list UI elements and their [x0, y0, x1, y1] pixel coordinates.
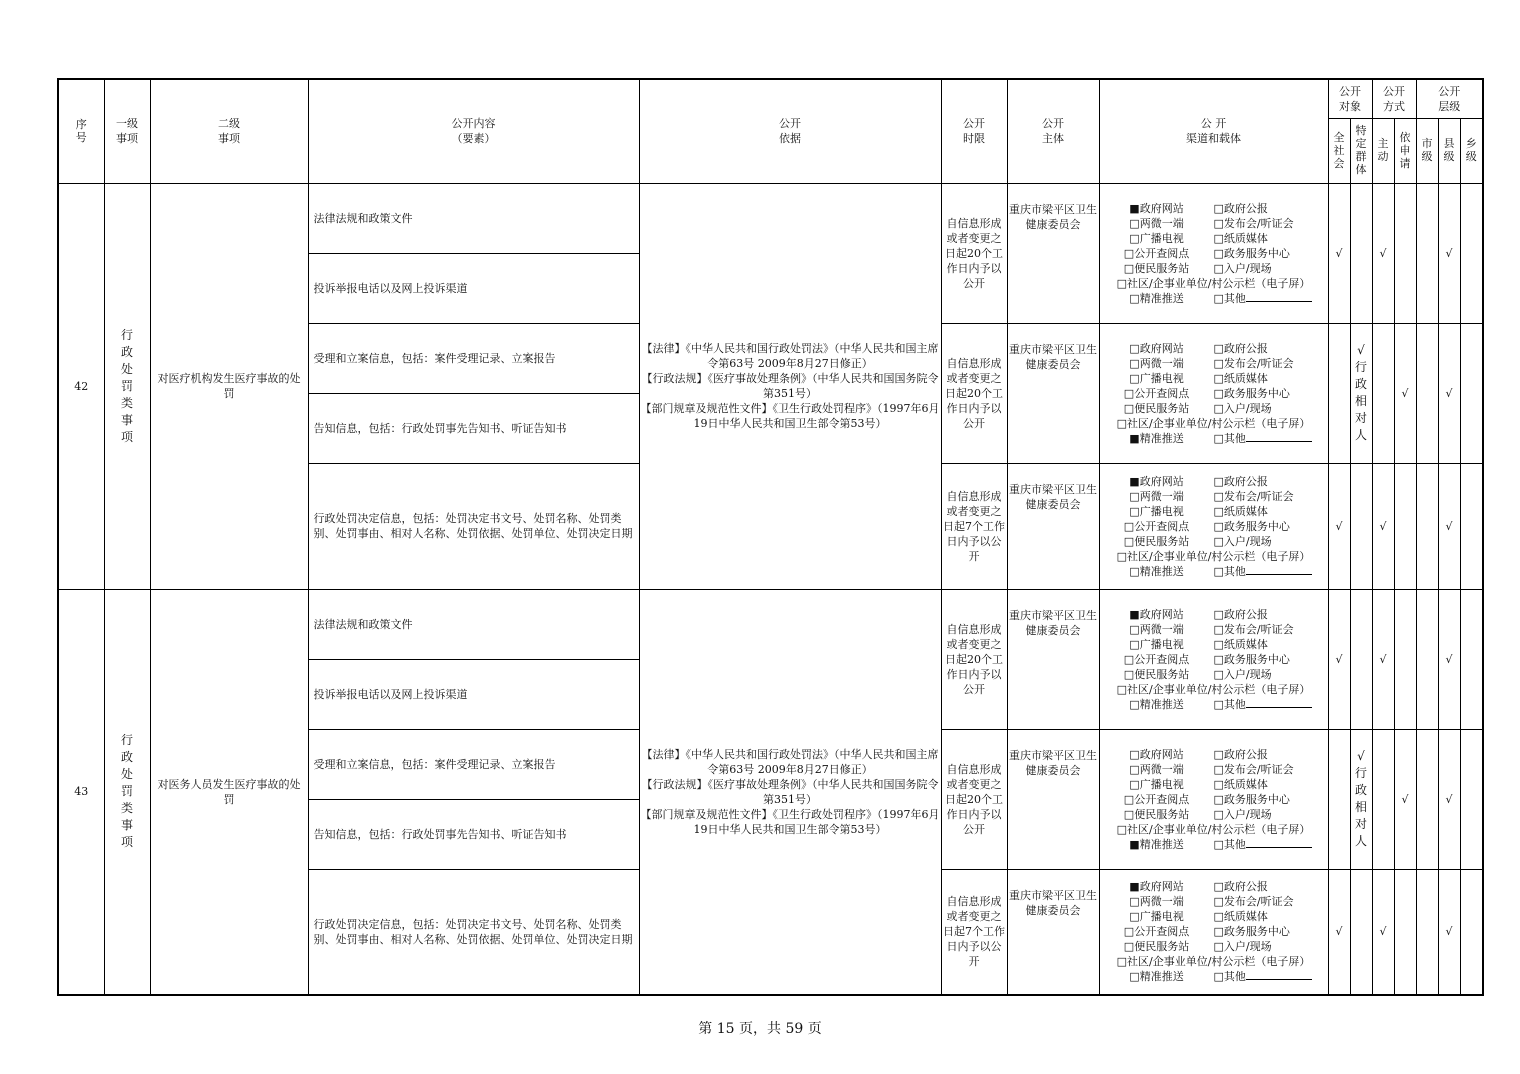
check-method-apply: √ [1394, 729, 1416, 869]
check-level-county: √ [1438, 589, 1460, 729]
checkbox-icon: □ [1129, 762, 1140, 776]
checkbox-icon: □ [1129, 216, 1140, 230]
check-level-county: √ [1438, 729, 1460, 869]
check-target-specific [1350, 183, 1372, 323]
checkbox-icon: □ [1213, 792, 1224, 806]
header-method-apply: 依申请 [1394, 118, 1416, 183]
checkbox-icon: □ [1213, 356, 1224, 370]
header-level-county: 县级 [1438, 118, 1460, 183]
checkbox-icon: □ [1123, 792, 1135, 806]
checkbox-icon: □ [1129, 747, 1140, 761]
checkbox-icon: □ [1129, 231, 1140, 245]
checkbox-icon: □ [1123, 534, 1135, 548]
checkbox-icon: □ [1213, 940, 1224, 954]
channel-list: ■政府网站 □政府公报 □两微一端 □发布会/听证会 □广播电视 □纸质媒体 □公开查阅点 □政务服务中心 □便民服务站 □入户/现场 □社区/企事业单位/村公示栏（电子屏） □精准推送 □其他 [1099, 463, 1328, 589]
content-cell: 行政处罚决定信息，包括：处罚决定书文号、处罚名称、处罚类别、处罚事由、相对人名称、处罚依据、处罚单位、处罚决定日期 [308, 463, 639, 589]
checkbox-icon: □ [1213, 216, 1224, 230]
content-cell: 法律法规和政策文件 [308, 589, 639, 659]
header-target: 公开对象 [1328, 79, 1372, 118]
checkbox-icon: □ [1123, 940, 1135, 954]
publish-subject: 重庆市梁平区卫生健康委员会 [1007, 463, 1099, 589]
item-level1: 行政处罚类事项 [104, 183, 150, 589]
checkbox-icon: □ [1213, 652, 1224, 666]
check-level-county: √ [1438, 463, 1460, 589]
header-seq: 序号 [58, 79, 104, 183]
checkbox-icon: □ [1123, 246, 1135, 260]
publish-subject: 重庆市梁平区卫生健康委员会 [1007, 729, 1099, 869]
header-method-active: 主动 [1372, 118, 1394, 183]
checkbox-icon: □ [1213, 489, 1224, 503]
check-target-specific: √行政相对人 [1350, 729, 1372, 869]
checkbox-icon: □ [1129, 637, 1140, 651]
publish-subject: 重庆市梁平区卫生健康委员会 [1007, 869, 1099, 995]
check-level-city [1416, 323, 1438, 463]
check-target-specific: √行政相对人 [1350, 323, 1372, 463]
checkbox-icon: □ [1213, 697, 1224, 711]
check-target-specific [1350, 869, 1372, 995]
channel-list: □政府网站 □政府公报 □两微一端 □发布会/听证会 □广播电视 □纸质媒体 □公开查阅点 □政务服务中心 □便民服务站 □入户/现场 □社区/企事业单位/村公示栏（电子屏） ■精准推送 □其他 [1099, 729, 1328, 869]
header-basis: 公开 依据 [639, 79, 941, 183]
time-limit: 自信息形成或者变更之日起7个工作日内予以公开 [941, 869, 1007, 995]
item-level2: 对医疗机构发生医疗事故的处罚 [150, 183, 308, 589]
checkbox-icon: □ [1116, 682, 1127, 696]
item-level2: 对医务人员发生医疗事故的处罚 [150, 589, 308, 995]
checkbox-icon: □ [1123, 925, 1135, 939]
checkbox-icon: □ [1213, 910, 1224, 924]
checkbox-icon: □ [1123, 519, 1135, 533]
checkbox-icon: □ [1213, 667, 1224, 681]
checkbox-icon: □ [1213, 895, 1224, 909]
checkbox-icon: □ [1213, 637, 1224, 651]
checkbox-icon: □ [1129, 622, 1140, 636]
checkbox-icon: □ [1213, 622, 1224, 636]
checkbox-icon: □ [1129, 356, 1140, 370]
checkbox-icon: □ [1129, 489, 1140, 503]
content-cell: 投诉举报电话以及网上投诉渠道 [308, 659, 639, 729]
checkbox-icon: □ [1123, 261, 1135, 275]
checkbox-icon: □ [1213, 291, 1224, 305]
time-limit: 自信息形成或者变更之日起20个工作日内予以公开 [941, 183, 1007, 323]
item-seq: 43 [58, 589, 104, 995]
channel-list: ■政府网站 □政府公报 □两微一端 □发布会/听证会 □广播电视 □纸质媒体 □公开查阅点 □政务服务中心 □便民服务站 □入户/现场 □社区/企事业单位/村公示栏（电子屏） □精准推送 □其他 [1099, 869, 1328, 995]
checkbox-icon: □ [1213, 246, 1224, 260]
time-limit: 自信息形成或者变更之日起7个工作日内予以公开 [941, 463, 1007, 589]
content-cell: 受理和立案信息，包括：案件受理记录、立案报告 [308, 323, 639, 393]
check-method-active [1372, 323, 1394, 463]
checkbox-icon: □ [1213, 925, 1224, 939]
checkbox-icon: □ [1213, 837, 1224, 851]
checkbox-icon: □ [1213, 401, 1224, 415]
check-method-apply [1394, 463, 1416, 589]
header-content: 公开内容 （要素） [308, 79, 639, 183]
channel-list: ■政府网站 □政府公报 □两微一端 □发布会/听证会 □广播电视 □纸质媒体 □公开查阅点 □政务服务中心 □便民服务站 □入户/现场 □社区/企事业单位/村公示栏（电子屏） □精准推送 □其他 [1099, 589, 1328, 729]
checkbox-icon: □ [1123, 652, 1135, 666]
checkbox-icon: □ [1213, 747, 1224, 761]
page-footer: 第 15 页，共 59 页 [698, 1021, 822, 1037]
checkbox-icon: □ [1116, 822, 1127, 836]
checkbox-icon: □ [1116, 955, 1127, 969]
checkbox-icon: □ [1129, 371, 1140, 385]
checkbox-icon: □ [1213, 231, 1224, 245]
time-limit: 自信息形成或者变更之日起20个工作日内予以公开 [941, 729, 1007, 869]
checkbox-icon: □ [1213, 386, 1224, 400]
basis-cell: 【法律】《中华人民共和国行政处罚法》（中华人民共和国主席令第63号 2009年8月27日修正） 【行政法规】《医疗事故处理条例》（中华人民共和国国务院令第351号） 【部门规章及规范性文件】《卫生行政处罚程序》（1997年6月19日中华人民共和国卫生部令第53号） [639, 589, 941, 995]
checkbox-icon: □ [1116, 416, 1127, 430]
check-level-town [1460, 729, 1483, 869]
checkbox-icon: □ [1213, 371, 1224, 385]
header-level1: 一级事项 [104, 79, 150, 183]
check-method-active: √ [1372, 869, 1394, 995]
check-target-all: √ [1328, 463, 1350, 589]
checkbox-icon: □ [1213, 504, 1224, 518]
checkbox-icon: □ [1129, 341, 1140, 355]
checkbox-icon: □ [1213, 431, 1224, 445]
check-level-city [1416, 589, 1438, 729]
check-target-all: √ [1328, 183, 1350, 323]
header-target-all: 全社会 [1328, 118, 1350, 183]
checkbox-icon: ■ [1129, 201, 1140, 215]
publish-subject: 重庆市梁平区卫生健康委员会 [1007, 589, 1099, 729]
checkbox-icon: □ [1213, 519, 1224, 533]
checkbox-icon: ■ [1129, 431, 1140, 445]
checkbox-icon: □ [1129, 564, 1140, 578]
check-level-city [1416, 183, 1438, 323]
check-method-apply [1394, 183, 1416, 323]
check-level-county: √ [1438, 869, 1460, 995]
check-target-specific [1350, 589, 1372, 729]
checkbox-icon: □ [1213, 341, 1224, 355]
checkbox-icon: ■ [1129, 880, 1140, 894]
check-target-all: √ [1328, 869, 1350, 995]
checkbox-icon: □ [1213, 807, 1224, 821]
checkbox-icon: □ [1129, 291, 1140, 305]
checkbox-icon: □ [1213, 777, 1224, 791]
content-cell: 行政处罚决定信息，包括：处罚决定书文号、处罚名称、处罚类别、处罚事由、相对人名称、处罚依据、处罚单位、处罚决定日期 [308, 869, 639, 995]
check-method-active: √ [1372, 589, 1394, 729]
channel-list: ■政府网站 □政府公报 □两微一端 □发布会/听证会 □广播电视 □纸质媒体 □公开查阅点 □政务服务中心 □便民服务站 □入户/现场 □社区/企事业单位/村公示栏（电子屏） □精准推送 □其他 [1099, 183, 1328, 323]
check-target-all [1328, 323, 1350, 463]
checkbox-icon: □ [1116, 549, 1127, 563]
content-cell: 告知信息，包括：行政处罚事先告知书、听证告知书 [308, 799, 639, 869]
checkbox-icon: □ [1213, 564, 1224, 578]
checkbox-icon: □ [1213, 261, 1224, 275]
checkbox-icon: □ [1213, 762, 1224, 776]
check-level-county: √ [1438, 183, 1460, 323]
check-level-town [1460, 323, 1483, 463]
channel-list: □政府网站 □政府公报 □两微一端 □发布会/听证会 □广播电视 □纸质媒体 □公开查阅点 □政务服务中心 □便民服务站 □入户/现场 □社区/企事业单位/村公示栏（电子屏） ■精准推送 □其他 [1099, 323, 1328, 463]
checkbox-icon: ■ [1129, 837, 1140, 851]
header-level-town: 乡级 [1460, 118, 1483, 183]
time-limit: 自信息形成或者变更之日起20个工作日内予以公开 [941, 589, 1007, 729]
checkbox-icon: □ [1129, 777, 1140, 791]
check-method-active: √ [1372, 463, 1394, 589]
check-level-city [1416, 729, 1438, 869]
checkbox-icon: □ [1123, 667, 1135, 681]
checkbox-icon: □ [1129, 504, 1140, 518]
header-method: 公开方式 [1372, 79, 1416, 118]
checkbox-icon: □ [1213, 607, 1224, 621]
time-limit: 自信息形成或者变更之日起20个工作日内予以公开 [941, 323, 1007, 463]
checkbox-icon: □ [1213, 474, 1224, 488]
check-level-town [1460, 183, 1483, 323]
checkbox-icon: □ [1213, 880, 1224, 894]
publish-subject: 重庆市梁平区卫生健康委员会 [1007, 323, 1099, 463]
check-method-active: √ [1372, 183, 1394, 323]
checkbox-icon: □ [1213, 201, 1224, 215]
content-cell: 法律法规和政策文件 [308, 183, 639, 253]
check-method-apply [1394, 589, 1416, 729]
check-level-county: √ [1438, 323, 1460, 463]
item-seq: 42 [58, 183, 104, 589]
checkbox-icon: □ [1129, 970, 1140, 984]
check-target-specific [1350, 463, 1372, 589]
header-target-specific: 特定群体 [1350, 118, 1372, 183]
content-cell: 受理和立案信息，包括：案件受理记录、立案报告 [308, 729, 639, 799]
check-method-apply [1394, 869, 1416, 995]
content-cell: 告知信息，包括：行政处罚事先告知书、听证告知书 [308, 393, 639, 463]
content-cell: 投诉举报电话以及网上投诉渠道 [308, 253, 639, 323]
publish-subject: 重庆市梁平区卫生健康委员会 [1007, 183, 1099, 323]
check-target-all [1328, 729, 1350, 869]
checkbox-icon: □ [1129, 895, 1140, 909]
header-time: 公开 时限 [941, 79, 1007, 183]
check-level-city [1416, 869, 1438, 995]
header-subject: 公开 主体 [1007, 79, 1099, 183]
checkbox-icon: □ [1123, 386, 1135, 400]
checkbox-icon: □ [1213, 970, 1224, 984]
check-level-town [1460, 869, 1483, 995]
header-level: 公开层级 [1416, 79, 1483, 118]
checkbox-icon: □ [1129, 910, 1140, 924]
header-level2: 二级事项 [150, 79, 308, 183]
checkbox-icon: ■ [1129, 474, 1140, 488]
check-level-town [1460, 589, 1483, 729]
checkbox-icon: □ [1213, 534, 1224, 548]
check-method-active [1372, 729, 1394, 869]
checkbox-icon: □ [1116, 276, 1127, 290]
item-level1: 行政处罚类事项 [104, 589, 150, 995]
checkbox-icon: □ [1129, 697, 1140, 711]
checkbox-icon: □ [1123, 807, 1135, 821]
check-level-city [1416, 463, 1438, 589]
checkbox-icon: □ [1123, 401, 1135, 415]
checkbox-icon: ■ [1129, 607, 1140, 621]
header-channel: 公 开 渠道和载体 [1099, 79, 1328, 183]
check-target-all: √ [1328, 589, 1350, 729]
check-method-apply: √ [1394, 323, 1416, 463]
header-level-city: 市级 [1416, 118, 1438, 183]
check-level-town [1460, 463, 1483, 589]
disclosure-table [57, 78, 1484, 996]
basis-cell: 【法律】《中华人民共和国行政处罚法》（中华人民共和国主席令第63号 2009年8月27日修正） 【行政法规】《医疗事故处理条例》（中华人民共和国国务院令第351号） 【部门规章及规范性文件】《卫生行政处罚程序》（1997年6月19日中华人民共和国卫生部令第53号） [639, 183, 941, 589]
